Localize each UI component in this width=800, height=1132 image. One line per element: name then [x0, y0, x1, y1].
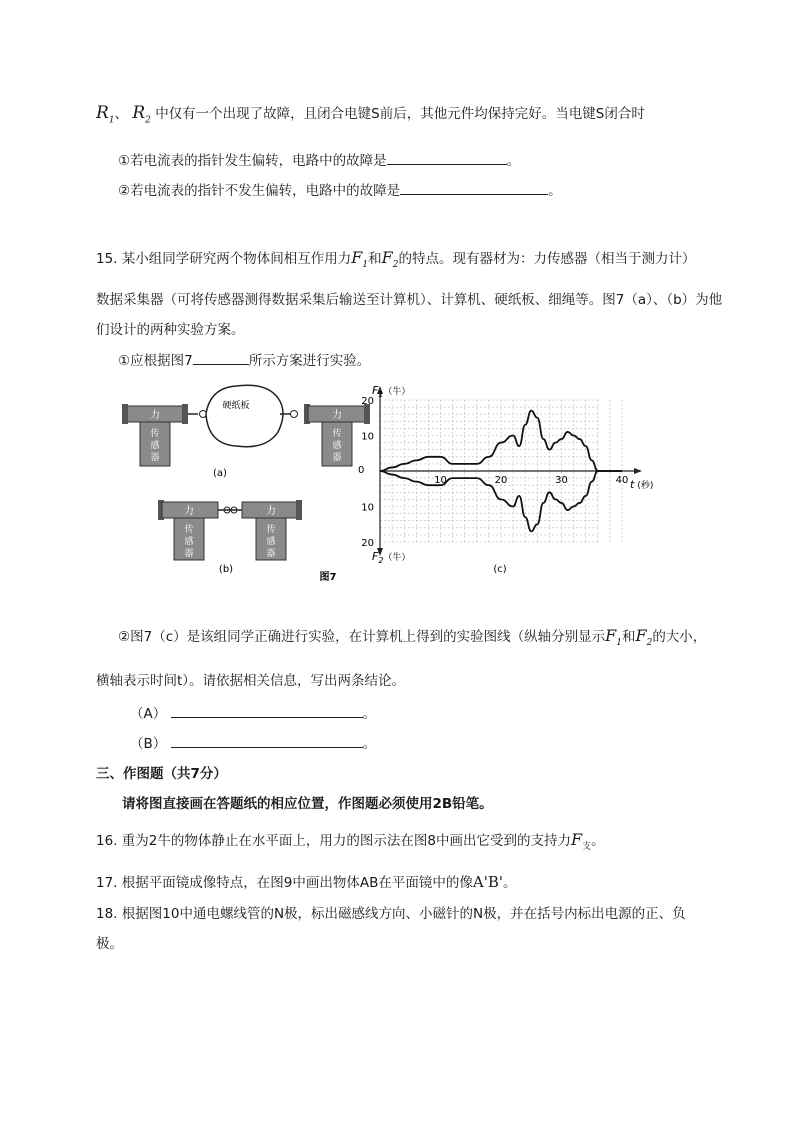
f1-symbol: $F_1$ — [605, 626, 622, 649]
q17-line: 17. 根据平面镜成像特点，在图9中画出物体AB在平面镜中的像A'B'。 — [96, 873, 517, 891]
cardboard-label: 硬纸板 — [222, 401, 250, 411]
q15-line3: 们设计的两种实验方案。 — [96, 322, 245, 338]
q18-line2: 极。 — [96, 936, 123, 952]
q15-item2: ②图7（c）是该组同学正确进行实验，在计算机上得到的实验图线（纵轴分别显示$F_1$和$F_2$的大小， — [118, 626, 707, 649]
y-tick-label: 20 — [361, 538, 374, 549]
sensor-label-3: 器 — [184, 549, 194, 559]
y-tick-label: 20 — [361, 396, 374, 407]
sensor-label-1: 传 — [266, 525, 276, 535]
q15-line1: 15. 某小组同学研究两个物体间相互作用力$F_1$和$F_2$的特点。现有器材为：力传感器（相当于测力计） — [96, 248, 696, 271]
q14-intro-text: 中仅有一个出现了故障，且闭合电键S前后，其他元件均保持完好。当电键S闭合时 — [155, 106, 645, 122]
sensor-label-3: 器 — [150, 453, 160, 463]
r1-symbol: $R_1$ — [96, 103, 115, 126]
q15-answer-b: （B） 。 — [130, 733, 376, 754]
q15-item1: ①应根据图7 所示方案进行实验。 — [118, 350, 370, 371]
cardboard-shape — [206, 385, 283, 447]
x-arrow — [634, 468, 642, 474]
q14-blank1[interactable] — [387, 150, 507, 165]
label-c: (c) — [493, 564, 507, 575]
sensor-label-2: 感 — [184, 537, 194, 547]
q14-blank2[interactable] — [400, 180, 548, 195]
q14-item1: ①若电流表的指针发生偏转，电路中的故障是 。 — [118, 150, 520, 171]
sensor-b-right — [242, 500, 302, 560]
f2-symbol: $F_2$ — [381, 248, 399, 271]
sensor-label-top: 力 — [184, 506, 194, 517]
figure7c-chart — [340, 378, 660, 578]
f2-symbol: $F_2$ — [635, 626, 653, 649]
q14-item2: ②若电流表的指针不发生偏转，电路中的故障是 。 — [118, 180, 562, 201]
x-tick-label: 10 — [434, 475, 447, 486]
sensor-label-1: 传 — [150, 429, 160, 439]
origin-label: 0 — [358, 465, 365, 476]
chart-ticks — [361, 396, 628, 549]
answer-a-blank[interactable] — [171, 703, 363, 718]
sensor-label-2: 感 — [266, 537, 276, 547]
y-tick-label: 10 — [361, 502, 374, 514]
sensor-label-top: 力 — [266, 506, 276, 517]
section3-instruction: 请将图直接画在答题纸的相应位置，作图题必须使用2B铅笔。 — [122, 796, 493, 812]
q16-line: 16. 重为2牛的物体静止在水平面上，用力的图示法在图8中画出它受到的支持力$F_支$。 — [96, 830, 605, 853]
y-tick-label: 10 — [361, 431, 374, 443]
sensor-label-1: 传 — [184, 525, 194, 535]
x-tick-label: 30 — [555, 475, 568, 486]
q15-line2: 数据采集器（可将传感器测得数据采集后输送至计算机）、计算机、硬纸板、细绳等。图7（a）、（b）为他 — [96, 292, 723, 308]
r2-symbol: $R_2$ — [132, 103, 151, 126]
sensor-label-top: 力 — [150, 410, 160, 421]
sensor-label-top: 力 — [332, 410, 342, 421]
f-support-symbol: $F_支$ — [570, 830, 592, 853]
label-a: (a) — [213, 468, 227, 479]
q18-line1: 18. 根据图10中通电螺线管的N极，标出磁感线方向、小磁针的N极，并在括号内标出电源的正、负 — [96, 906, 686, 922]
answer-b-blank[interactable] — [171, 733, 363, 748]
q15-answer-a: （A） 。 — [130, 703, 376, 724]
sensor-label-2: 感 — [150, 441, 160, 451]
sensor-label-3: 器 — [266, 549, 276, 559]
sensor-a-left — [122, 404, 188, 466]
section3-heading: 三、作图题（共7分） — [96, 766, 227, 782]
f1-symbol: $F_1$ — [351, 248, 369, 271]
x-axis-label: t (秒) — [630, 478, 654, 491]
q14-intro-line: $R_1$、 $R_2$ 中仅有一个出现了故障，且闭合电键S前后，其他元件均保持完好。当电键S闭合时 — [96, 103, 645, 126]
y-bottom-label: $F_2^{(牛)}$ — [372, 550, 411, 565]
sensor-label-2: 感 — [332, 441, 342, 451]
label-b: (b) — [218, 564, 234, 575]
x-tick-label: 40 — [615, 475, 629, 486]
sensor-label-3: 器 — [332, 453, 342, 463]
sensor-label-1: 传 — [332, 429, 342, 439]
x-tick-label: 20 — [494, 475, 508, 486]
image-label: A'B' — [472, 873, 503, 891]
figure7-caption: 图7 — [319, 572, 337, 583]
q15-time-line: 横轴表示时间t）。请依据相关信息，写出两条结论。 — [96, 673, 406, 689]
y-top-label: $F_1^{(牛)}$ — [372, 384, 411, 399]
sensor-b-left — [158, 500, 218, 560]
q15-blank-figure[interactable] — [193, 350, 249, 365]
